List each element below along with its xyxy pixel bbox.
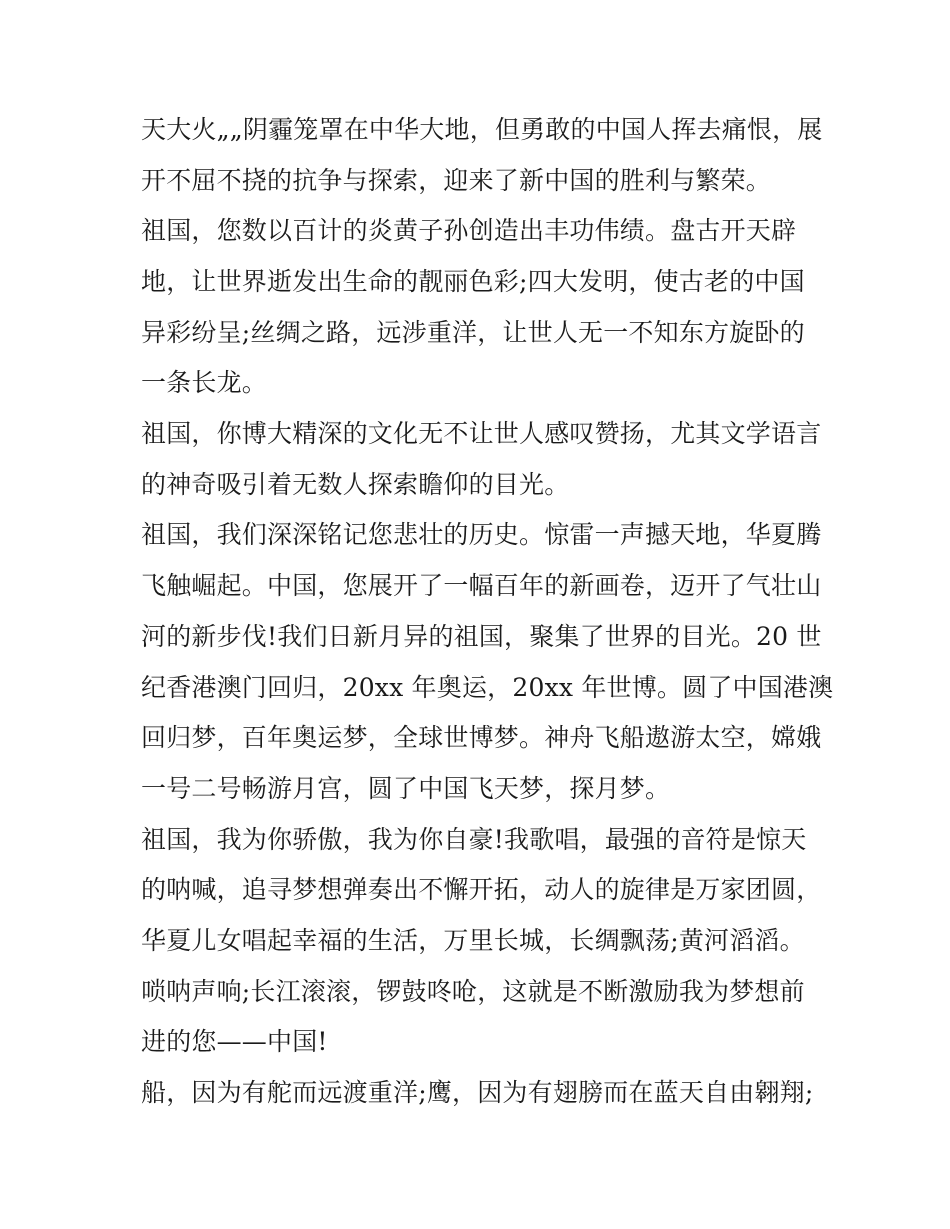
text-line: 进的您——中国! xyxy=(141,1027,328,1056)
text-line: 华夏儿女唱起幸福的生活，万里长城，长绸飘荡;黄河滔滔。 xyxy=(141,926,805,955)
text-line: 的呐喊，追寻梦想弹奏出不懈开拓，动人的旋律是万家团圆， xyxy=(141,875,822,904)
text-line: 一号二号畅游月宫，圆了中国飞天梦，探月梦。 xyxy=(141,774,671,803)
text-line: 天大火„„阴霾笼罩在中华大地，但勇敢的中国人挥去痛恨，展 xyxy=(141,115,823,144)
text-line: 祖国，我们深深铭记您悲壮的历史。惊雷一声撼天地，华夏腾 xyxy=(141,520,822,549)
text-line: 纪香港澳门回归，20xx 年奥运，20xx 年世博。圆了中国港澳 xyxy=(141,673,834,702)
text-line: 的神奇吸引着无数人探索瞻仰的目光。 xyxy=(141,470,570,499)
text-line: 唢呐声响;长江滚滚，锣鼓咚呛，这就是不断激励我为梦想前 xyxy=(141,977,805,1006)
text-line: 祖国，你博大精深的文化无不让世人感叹赞扬，尤其文学语言 xyxy=(141,419,822,448)
text-line: 回归梦，百年奥运梦，全球世博梦。神舟飞船遨游太空，嫦娥 xyxy=(141,723,822,752)
text-line: 地，让世界逝发出生命的靓丽色彩;四大发明，使古老的中国 xyxy=(141,267,805,296)
text-line: 开不屈不挠的抗争与探索，迎来了新中国的胜利与繁荣。 xyxy=(141,166,772,195)
text-line: 异彩纷呈;丝绸之路，远涉重洋，让世人无一不知东方旋卧的 xyxy=(141,318,805,347)
text-line: 船，因为有舵而远渡重洋;鹰，因为有翅膀而在蓝天自由翱翔; xyxy=(141,1078,814,1107)
text-line: 飞触崛起。中国，您展开了一幅百年的新画卷，迈开了气壮山 xyxy=(141,571,822,600)
text-line: 一条长龙。 xyxy=(141,368,268,397)
text-line: 祖国，您数以百计的炎黄子孙创造出丰功伟绩。盘古开天辟 xyxy=(141,216,797,245)
text-line: 河的新步伐!我们日新月异的祖国，聚集了世界的目光。20 世 xyxy=(141,622,822,651)
text-line: 祖国，我为你骄傲，我为你自豪!我歌唱，最强的音符是惊天 xyxy=(141,825,807,854)
